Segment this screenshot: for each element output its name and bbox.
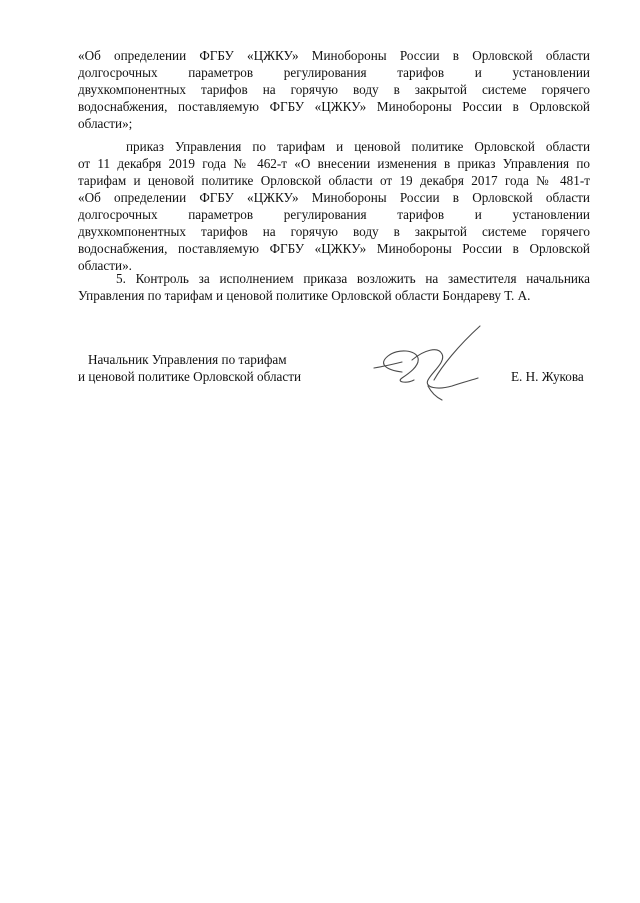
text-line: тарифам и ценовой политике Орловской области от 19 декабря 2017 года № 481-т <box>78 173 590 188</box>
text-line: двухкомпонентных тарифов на горячую воду в закрытой системе горячего <box>78 224 590 239</box>
text-line: двухкомпонентных тарифов на горячую воду в закрытой системе горячего <box>78 82 590 97</box>
text-line: водоснабжения, поставляемую ФГБУ «ЦЖКУ» Минобороны России в Орловской <box>78 241 590 256</box>
signer-name: Е. Н. Жукова <box>511 369 584 384</box>
text-line: от 11 декабря 2019 года № 462-т «О внесении изменения в приказ Управления по <box>78 156 590 171</box>
text-line: «Об определении ФГБУ «ЦЖКУ» Минобороны России в Орловской области <box>78 190 590 205</box>
text-line: Управления по тарифам и ценовой политике Орловской области Бондареву Т. А. <box>78 288 531 303</box>
text-line: области». <box>78 258 132 273</box>
signer-position-line: Начальник Управления по тарифам <box>88 352 287 367</box>
handwritten-signature <box>372 324 494 404</box>
text-line: долгосрочных параметров регулирования тарифов и установлении <box>78 65 590 80</box>
text-line: долгосрочных параметров регулирования тарифов и установлении <box>78 207 590 222</box>
text-line: водоснабжения, поставляемую ФГБУ «ЦЖКУ» Минобороны России в Орловской <box>78 99 590 114</box>
signer-position-line: и ценовой политике Орловской области <box>78 369 302 384</box>
text-line: области»; <box>78 116 133 131</box>
text-line: 5. Контроль за исполнением приказа возложить на заместителя начальника <box>116 271 590 286</box>
text-line: приказ Управления по тарифам и ценовой политике Орловской области <box>126 139 590 154</box>
text-line: «Об определении ФГБУ «ЦЖКУ» Минобороны России в Орловской области <box>78 48 590 63</box>
